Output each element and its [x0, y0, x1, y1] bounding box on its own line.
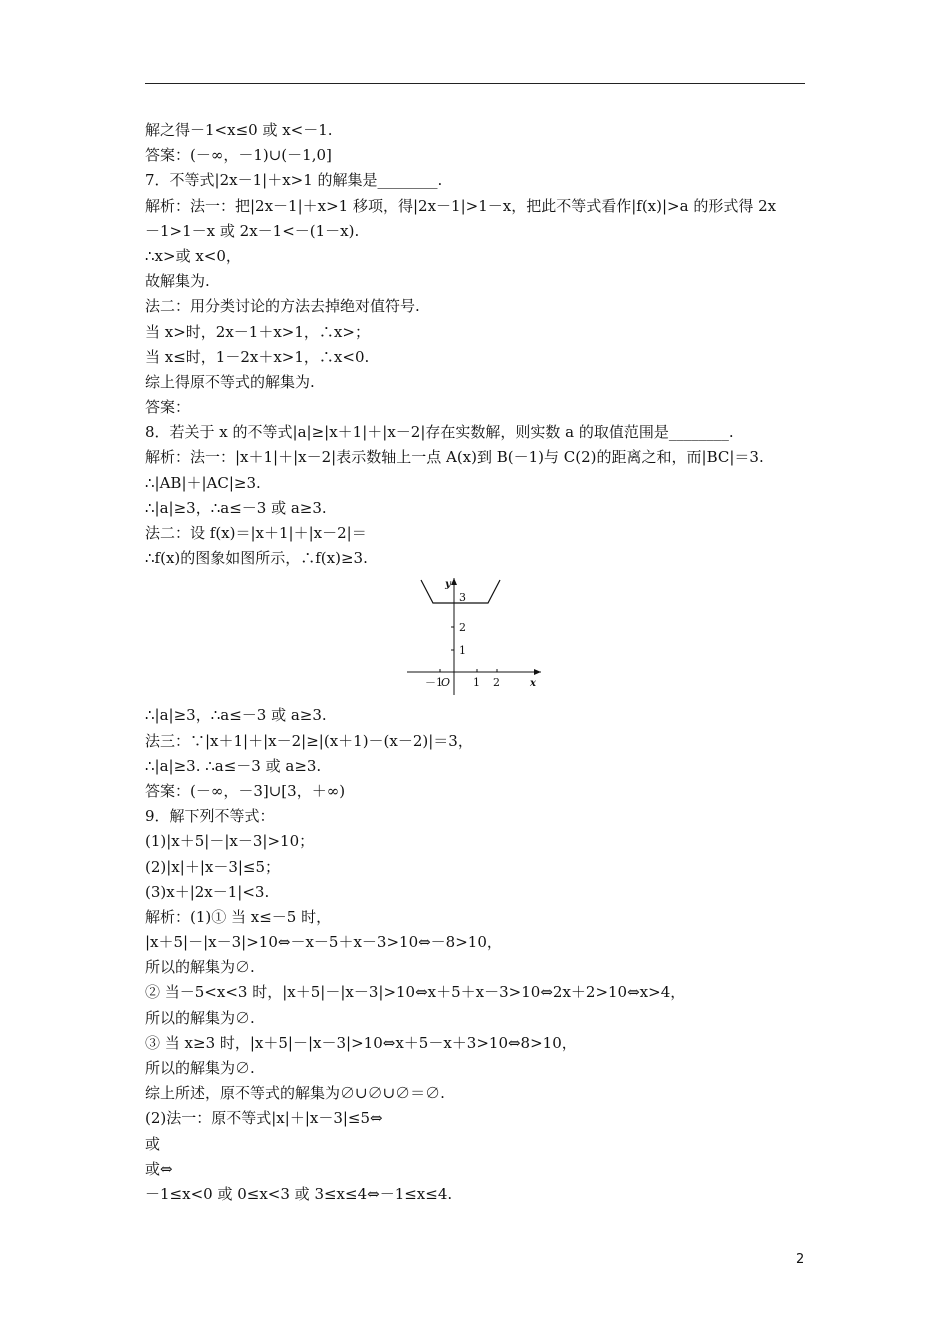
x-tick-label: O	[441, 676, 451, 690]
x-tick-label: －1	[425, 676, 443, 690]
text-line: 所以的解集为∅.	[145, 1059, 255, 1077]
function-graph-figure	[145, 575, 825, 703]
text-line: 所以的解集为∅.	[145, 958, 255, 977]
text-line: 解析：法一：|x＋1|＋|x－2|表示数轴上一点 A(x)到 B(－1)与 C(2)的距离之和，而|BC|＝3.	[145, 448, 764, 467]
text-line: 答案：	[145, 398, 191, 417]
text-line: 当 x≤时，1－2x＋x>1，∴x<0.	[145, 347, 370, 366]
text-line: ∴|a|≥3，∴a≤－3 或 a≥3.	[145, 706, 327, 725]
text-line: 法三：∵|x＋1|＋|x－2|≥|(x＋1)－(x－2)|＝3，	[145, 731, 473, 750]
text-line: 答案：(－∞，－1)∪(－1,0]	[145, 146, 332, 165]
text-line: 或	[145, 1134, 161, 1153]
text-line: 答案：(－∞，－3]∪[3，＋∞)	[145, 781, 346, 800]
text-line: ∴|AB|＋|AC|≥3.	[145, 473, 261, 492]
text-line: ② 当－5<x<3 时，|x＋5|－|x－3|>10⇔x＋5＋x－3>10⇔2x＋2>10⇔x>4，	[145, 983, 686, 1002]
text-line: －1>1－x 或 2x－1<－(1－x).	[145, 221, 360, 240]
x-axis-label: x	[530, 678, 536, 690]
y-axis-arrow	[451, 578, 457, 585]
text-line: (2)法一：原不等式|x|＋|x－3|≤5⇔	[145, 1109, 383, 1128]
x-axis-arrow	[534, 669, 541, 675]
text-line: 8．若关于 x 的不等式|a|≥|x＋1|＋|x－2|存在实数解，则实数 a 的取值范围是________.	[145, 423, 734, 442]
text-line: ∴|a|≥3. ∴a≤－3 或 a≥3.	[145, 756, 322, 775]
text-line: (1)|x＋5|－|x－3|>10；	[145, 832, 315, 851]
text-line: 法二：用分类讨论的方法去掉绝对值符号.	[145, 297, 420, 316]
text-line: 故解集为.	[145, 272, 210, 291]
text-line: 9．解下列不等式：	[145, 807, 275, 826]
document-body	[145, 118, 825, 1207]
text-line: 法二：设 f(x)＝|x＋1|＋|x－2|＝	[145, 524, 367, 542]
text-line: 当 x>时，2x－1＋x>1，∴x>；	[145, 322, 370, 341]
text-line: |x＋5|－|x－3|>10⇔－x－5＋x－3>10⇔－8>10，	[145, 933, 502, 952]
text-line: 所以的解集为∅.	[145, 1008, 255, 1027]
y-axis-label: y	[445, 579, 451, 591]
text-line: (2)|x|＋|x－3|≤5；	[145, 857, 281, 876]
x-tick-label: 1	[473, 676, 480, 690]
page-number: 2	[796, 1252, 805, 1267]
text-line: 综上所述，原不等式的解集为∅∪∅∪∅＝∅.	[145, 1084, 445, 1103]
y-tick-label: 1	[459, 644, 466, 658]
text-line: ∴|a|≥3，∴a≤－3 或 a≥3.	[145, 498, 327, 517]
text-line: 7．不等式|2x－1|＋x>1 的解集是________.	[145, 171, 443, 190]
header-rule	[145, 83, 805, 84]
text-line: 解之得－1<x≤0 或 x<－1.	[145, 121, 333, 139]
text-line: 解析：法一：把|2x－1|＋x>1 移项，得|2x－1|>1－x，把此不等式看作|f(x)|>a 的形式得 2x	[145, 196, 777, 215]
y-tick-label: 2	[459, 621, 466, 635]
text-line: 或⇔	[145, 1159, 173, 1178]
text-line: ③ 当 x≥3 时，|x＋5|－|x－3|>10⇔x＋5－x＋3>10⇔8>10，	[145, 1033, 577, 1052]
text-line: －1≤x<0 或 0≤x<3 或 3≤x≤4⇔－1≤x≤4.	[145, 1184, 453, 1203]
x-tick-label: 2	[493, 676, 500, 690]
text-line: 综上得原不等式的解集为.	[145, 372, 315, 391]
text-line: 解析：(1)① 当 x≤－5 时，	[145, 907, 332, 926]
y-tick-label: 3	[459, 591, 466, 605]
text-line: ∴f(x)的图象如图所示，∴f(x)≥3.	[145, 549, 368, 568]
text-line: ∴x>或 x<0，	[145, 246, 241, 265]
text-line: (3)x＋|2x－1|<3.	[145, 882, 270, 901]
